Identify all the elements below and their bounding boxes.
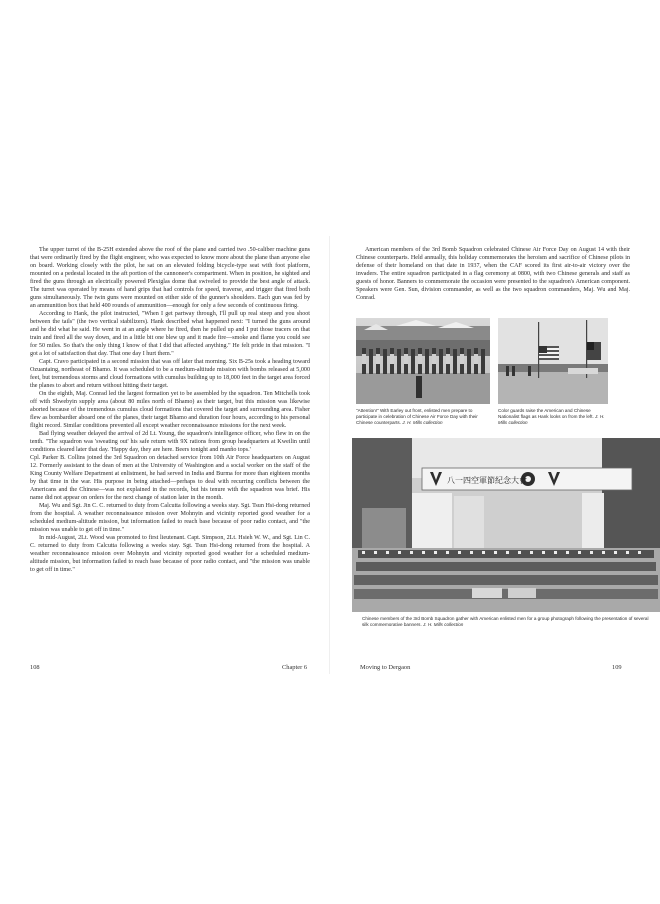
chinese-flag-shape [587,342,601,360]
caption-attention: "Attention!" With Earley out front, enlisted men prepare to participate in celebration of Chinese Air Force Day with their Chinese counterparts. J. H. Mills collection [356,408,478,425]
gutter-shadow [329,236,330,674]
left-folio-chapter: Chapter 6 [282,664,308,671]
right-page-text [356,246,630,302]
paragraph: The upper turret of the B-25H extended above the roof of the plane and carried two .50-caliber machine guns that were ordinarily fired by the flight engineer, who was expected to know more about the plane than anyone else on board. Working closely with the pilot, he sat on an elevated folding bicycle-type seat with foot platform, mounted on a pedestal located in the aft portion of the cannoneer's compartment. When in position, he sighted and fired the guns through an electrically powered Plexiglas dome that swiveled to provide the best angle of attack. The turret was operated by means of hand grips that had controls for speed, traverse, and trigger that fired both guns simultaneously. The twin guns were mounted on either side of the gunner's shoulders. Each gun was fed by an ammunition box that held 400 rounds of ammunition—enough for only a few seconds of continuous firing. [30,247,310,309]
american-flag-shape [539,346,559,360]
photo-credit: J. H. Mills collection [423,622,464,627]
photo-group-banners [352,438,660,612]
caption-group: Chinese members of the 3rd Bomb Squadron gather with American enlisted men for a group photograph following the presentation of several silk commemorative banners. J. H. Mills collection [362,616,649,627]
paragraph: Maj. Wu and Sgt. Jin C. C. returned to duty from Calcutta following a weeks stay. Sgt. Tsun Hsi-dong returned from the hospital. A weather reconnaissance mission over Mohnyin and vicinity reported good weather for a scheduled medium-altitude mission, but information failed to reach base because of poor radio contact, and "the mission was unable to get off in time." [30,503,310,533]
right-folio-title: Moving to Dergaon [360,664,411,671]
paragraph: Bad flying weather delayed the arrival of 2d Lt. Young, the squadron's intelligence officer, who flew in on the tenth. "The squadron was 'sweating out' his safe return with 9X rations from group headquarters at Kweilin until conditions cleared later that day. 'Happy day, they are here. Beers tonight and manño tops.' [30,431,310,453]
caption-flags: Color guards raise the American and Chinese Nationalist flags as Hank looks on from the left. J. H. Mills collection [498,408,605,425]
banner-text: 八一四空軍節紀念大會 [447,476,527,485]
photo-credit: J. H. Mills collection [498,414,605,425]
photo-flag-raising [498,318,608,404]
photo-attention-formation [356,318,490,404]
paragraph: Cpl. Parker B. Collins joined the 3rd Squadron on detached service from 10th Air Force headquarters on August 12. Formerly assistant to the dean of men at the University of Washington and a social worker on the staff of the King County Welfare Department at enlistment, he had served in India and Burma for more than eighteen months by that time in the war. His purpose in being attached—perhaps to deal with recurring conflicts between the Americans and the Chinese—was not explained in the records, but his tenure with the squadron was brief. His name did not appear on orders for the next change of station later in the month. [30,455,310,501]
photo-credit: J. H. Mills collection [402,420,443,425]
paragraph: According to Hank, the pilot instructed, "When I get partway through, I'll pull up real steep and you shoot between the tails" (the two vertical stabilizers). Hank described what happened next: "I turned the guns around and he did what he said. He went in at an angle where he fired, then he pulled up and I put those tracers on that train and fired all the way down, and in a little bit one blew up and it made fire—smoke and flame you could see for 50 miles. So that's the only thing I know of that I did that affected anything." He felt pride in that mission. "I got a lot of satisfaction that day. That one day I hurt them." [30,311,310,357]
paragraph: Capt. Cravo participated in a second mission that was off later that morning. Six B-25s took a heading toward Ozuantaing, northeast of Bhamo. It was scheduled to be a medium-altitude mission with bombs released at 5,000 feet, but tremendous storms and cloud formations with cumulus building up to 18,000 feet in the target area forced the planes to abort and return without hitting their target. [30,359,310,389]
paragraph: American members of the 3rd Bomb Squadron celebrated Chinese Air Force Day on August 14 with their Chinese counterparts. Held annually, this holiday commemorates the heroism and sacrifice of Chinese pilots in defense of their homeland on that date in 1937, when the CAF scored its first air-to-air victory over the invaders. The entire squadron participated in a flag ceremony at 0800, with two Chinese generals and staff as guests of honor. Banners to commemorate the occasion were presented to the squadron's American component. Speakers were Gen. Sun, division commander, as well as the two squadron commanders, Maj. Wu and Maj. Conrad. [356,247,630,301]
left-folio-page-number: 108 [30,664,40,671]
paragraph: In mid-August, 2Lt. Wood was promoted to first lieutenant. Capt. Simpson, 2Lt. Hsieh W. W., and Sgt. Lin C. C. returned to duty from Calcutta following a weeks stay. Sgt. Tsun Hsi-dong returned from the hospital. A weather reconnaissance mission over Mohnyin and vicinity reported good weather for a scheduled medium-altitude mission, but information failed to reach base because of poor radio contact, and "the mission was unable to get off in time." [30,535,310,573]
paragraph: On the eighth, Maj. Conrad led the largest formation yet to be assembled by the squadron. Ten Mitchells took off with Shwebyin supply area (about 80 miles north of Bhamo) as their target, but this mission was likewise aborted because of the tremendous cumulus cloud formations that covered the target and surrounding area. Fisher flew as bombardier aboard one of the planes, their target Bhamo and duration four hours, according to his personal flight record. Similar conditions prevented all except weather reconnaissance missions for the next week. [30,391,310,429]
right-folio-page-number: 109 [612,664,622,671]
left-page-text [30,246,310,574]
